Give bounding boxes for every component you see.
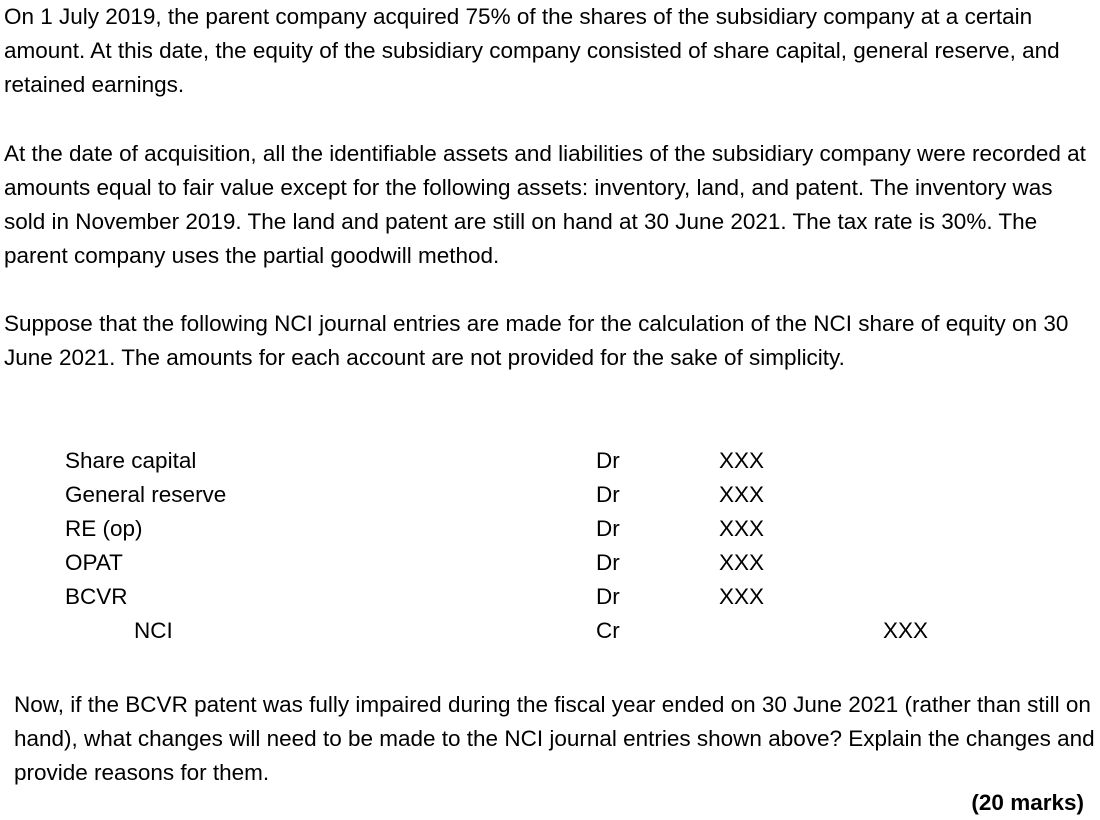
entry-side: Dr — [596, 482, 620, 507]
journal-row — [0, 444, 1100, 478]
debit-amount: XXX — [719, 516, 765, 541]
entry-side: Cr — [596, 618, 620, 643]
journal-row — [0, 546, 1100, 580]
account-name: BCVR — [65, 584, 128, 609]
journal-row — [0, 478, 1100, 512]
account-name: NCI — [134, 618, 173, 643]
entry-side: Dr — [596, 584, 620, 609]
debit-amount: XXX — [719, 482, 765, 507]
entry-side: Dr — [596, 516, 620, 541]
intro-paragraph: On 1 July 2019, the parent company acquired 75% of the shares of the subsidiary company at a certain amount. At this date, the equity of the subsidiary company consisted of share capital, general reserve, and retained earnings. — [4, 4, 1060, 97]
debit-amount: XXX — [719, 550, 765, 575]
journal-row — [0, 580, 1100, 614]
debit-amount: XXX — [719, 448, 765, 473]
entry-side: Dr — [596, 448, 620, 473]
account-name: OPAT — [65, 550, 123, 575]
acquisition-paragraph: At the date of acquisition, all the identifiable assets and liabilities of the subsidiary company were recorded at amounts equal to fair value except for the following assets: inventory, land, and patent. The inventory was sold in November 2019. The land and patent are still on hand at 30 June 2021. The tax rate is 30%. The parent company uses the partial goodwill method. — [4, 141, 1086, 268]
journal-row — [0, 512, 1100, 546]
marks-label: (20 marks) — [971, 790, 1084, 815]
account-name: General reserve — [65, 482, 227, 507]
question-paragraph: Now, if the BCVR patent was fully impaired during the fiscal year ended on 30 June 2021 (rather than still on hand), what changes will need to be made to the NCI journal entries shown above? Explain the changes and provide reasons for them. — [14, 692, 1095, 785]
journal-entries — [0, 444, 1100, 648]
credit-amount: XXX — [883, 618, 929, 643]
journal-row — [0, 614, 1100, 648]
account-name: Share capital — [65, 448, 197, 473]
entry-side: Dr — [596, 550, 620, 575]
account-name: RE (op) — [65, 516, 143, 541]
debit-amount: XXX — [719, 584, 765, 609]
nci-entries-paragraph: Suppose that the following NCI journal entries are made for the calculation of the NCI share of equity on 30 June 2021. The amounts for each account are not provided for the sake of simplicity. — [4, 311, 1069, 370]
